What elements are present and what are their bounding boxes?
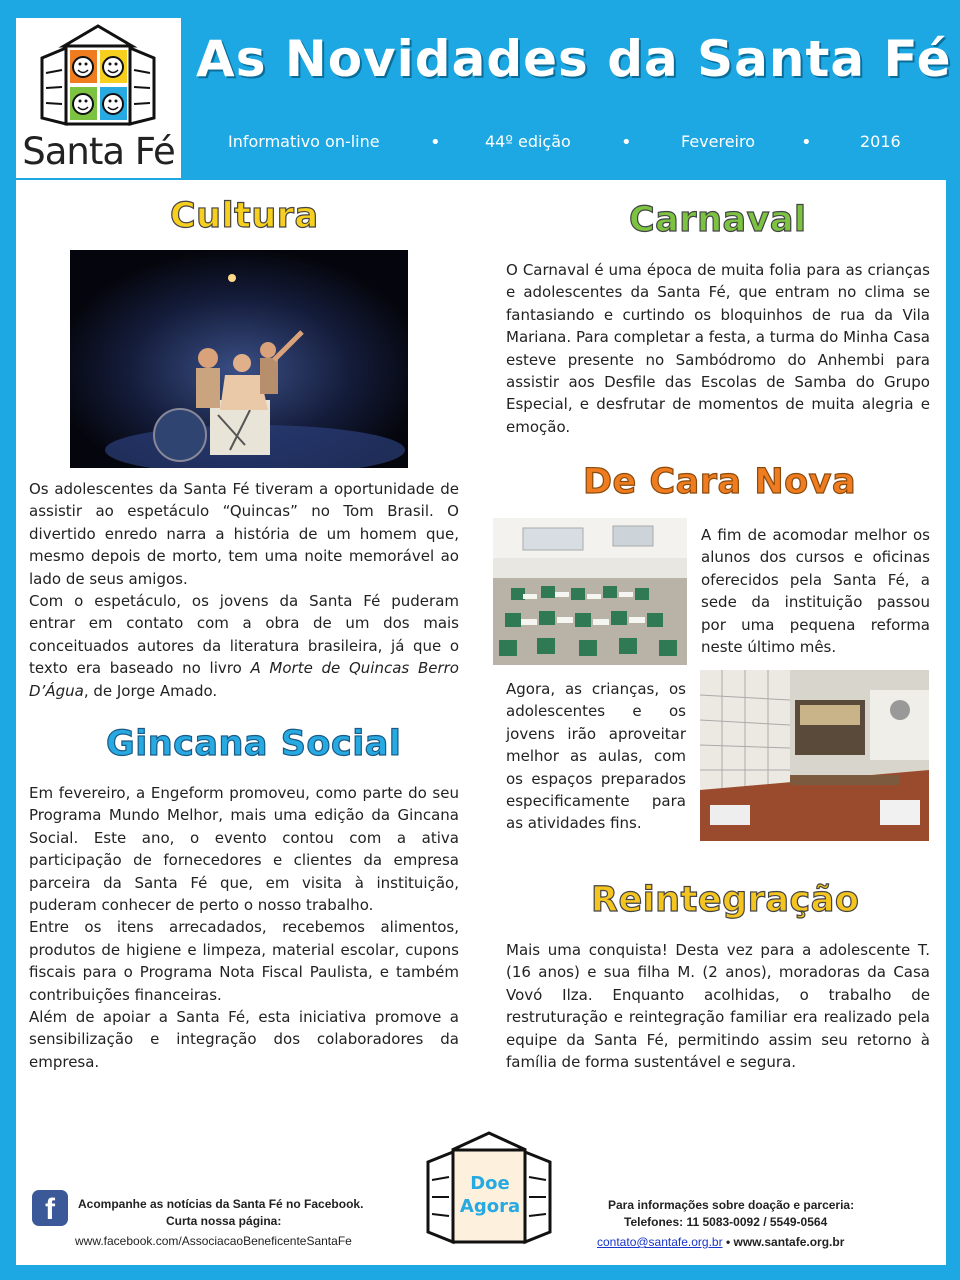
santa-fe-logo-icon (16, 18, 181, 133)
carnaval-paragraph: O Carnaval é uma época de muita folia para as crianças e adolescentes da Santa Fé, que entram no clima se fantasiando e curtindo os bloquinhos de rua da Vila Mariana. Para completar a festa, a turma do Minha Casa esteve presente no Sambódromo do Anhembi para assistir aos Desfile das Escolas de Samba do Grupo Especial, e desfrutar de momentos de muita alegria e emoção. (506, 261, 930, 436)
facebook-line-1: Acompanhe as notícias da Santa Fé no Facebook. (78, 1197, 364, 1211)
edition-info (228, 132, 928, 156)
reintegracao-paragraph: Mais uma conquista! Desta vez para a adolescente T. (16 anos) e sua filha M. (2 anos), moradoras da Casa Vovó Ilza. Enquanto acolhidas, o trabalho de restruturação e reintegração familiar era realizado pela equipe da Santa Fé, permitindo assim seu retorno à família de forma sustentável e segura. (506, 941, 930, 1072)
cultura-text (29, 478, 459, 702)
logo[interactable] (16, 18, 181, 178)
theater-photo (70, 250, 408, 468)
website-link[interactable]: www.santafe.org.br (733, 1235, 845, 1249)
masthead-title: As Novidades da Santa Fé (196, 30, 952, 88)
logo-text: Santa Fé (22, 130, 175, 173)
edition-number: 44º edição (485, 132, 571, 151)
separator: • (621, 132, 632, 153)
cultura-paragraph: Com o espetáculo, os jovens da Santa Fé puderam entrar em contato com a obra de um dos mais conceituados autores da literatura brasileira, já que o texto era baseado no livro A Morte de Quincas Berro D’Água, de Jorge Amado. (29, 592, 459, 700)
book-title: A Morte de Quincas Berro D’Água (29, 659, 459, 700)
edition-month: Fevereiro (681, 132, 756, 151)
publication-type: Informativo on-line (228, 132, 380, 151)
info-line-1: Para informações sobre doação e parceria: (608, 1198, 855, 1212)
classroom-photo (493, 518, 687, 665)
cara-nova-text-2 (506, 678, 686, 835)
cara-nova-paragraph: A fim de acomodar melhor os alunos dos cursos e oficinas oferecidos pela Santa Fé, a sede da instituição passou por uma pequena reforma neste último mês. (701, 526, 930, 657)
gincana-text (29, 782, 459, 1073)
carnaval-heading: Carnaval (629, 200, 807, 240)
cara-nova-heading: De Cara Nova (583, 462, 857, 502)
reintegracao-heading: Reintegração (591, 880, 860, 920)
separator: • (801, 132, 812, 153)
facebook-url[interactable]: www.facebook.com/AssociacaoBeneficenteSantaFe (75, 1234, 352, 1248)
cara-nova-text-1 (701, 524, 930, 658)
cultura-paragraph: Os adolescentes da Santa Fé tiveram a oportunidade de assistir ao espetáculo “Quincas” no Tom Brasil. O divertido enredo narra a história de um homem que, mesmo depois de morto, tem uma noite memorável ao lado de seus amigos. (29, 480, 459, 588)
donate-label[interactable]: Doe Agora (459, 1173, 521, 1217)
facebook-icon[interactable]: f (32, 1190, 68, 1226)
reintegracao-text (506, 939, 930, 1073)
info-phones: Telefones: 11 5083-0092 / 5549-0564 (624, 1215, 828, 1229)
email-link[interactable]: contato@santafe.org.br (597, 1235, 723, 1249)
separator: • (725, 1235, 731, 1249)
workshop-photo (700, 670, 929, 841)
gincana-heading: Gincana Social (106, 724, 402, 764)
edition-year: 2016 (860, 132, 901, 151)
gincana-paragraph: Além de apoiar a Santa Fé, esta iniciativa promove a sensibilização e integração dos colaboradores da empresa. (29, 1008, 459, 1071)
cara-nova-paragraph: Agora, as crianças, os adolescentes e os jovens irão aproveitar melhor as aulas, com os espaços preparados especificamente para as atividades fins. (506, 680, 686, 833)
carnaval-text (506, 259, 930, 438)
contact-line (597, 1234, 844, 1251)
separator: • (430, 132, 441, 153)
cultura-heading: Cultura (170, 196, 319, 236)
facebook-line-2: Curta nossa página: (166, 1214, 282, 1228)
gincana-paragraph: Em fevereiro, a Engeform promoveu, como parte do seu Programa Mundo Melhor, mais uma edição da Gincana Social. Este ano, o evento contou com a ativa participação de fornecedores e clientes da empresa parceira da Santa Fé que, em visita à instituição, puderam conhecer de perto o nosso trabalho. (29, 784, 459, 915)
gincana-paragraph: Entre os itens arrecadados, recebemos alimentos, produtos de higiene e limpeza, material escolar, cupons fiscais para o Programa Nota Fiscal Paulista, e também contribuições financeiras. (29, 918, 459, 1004)
